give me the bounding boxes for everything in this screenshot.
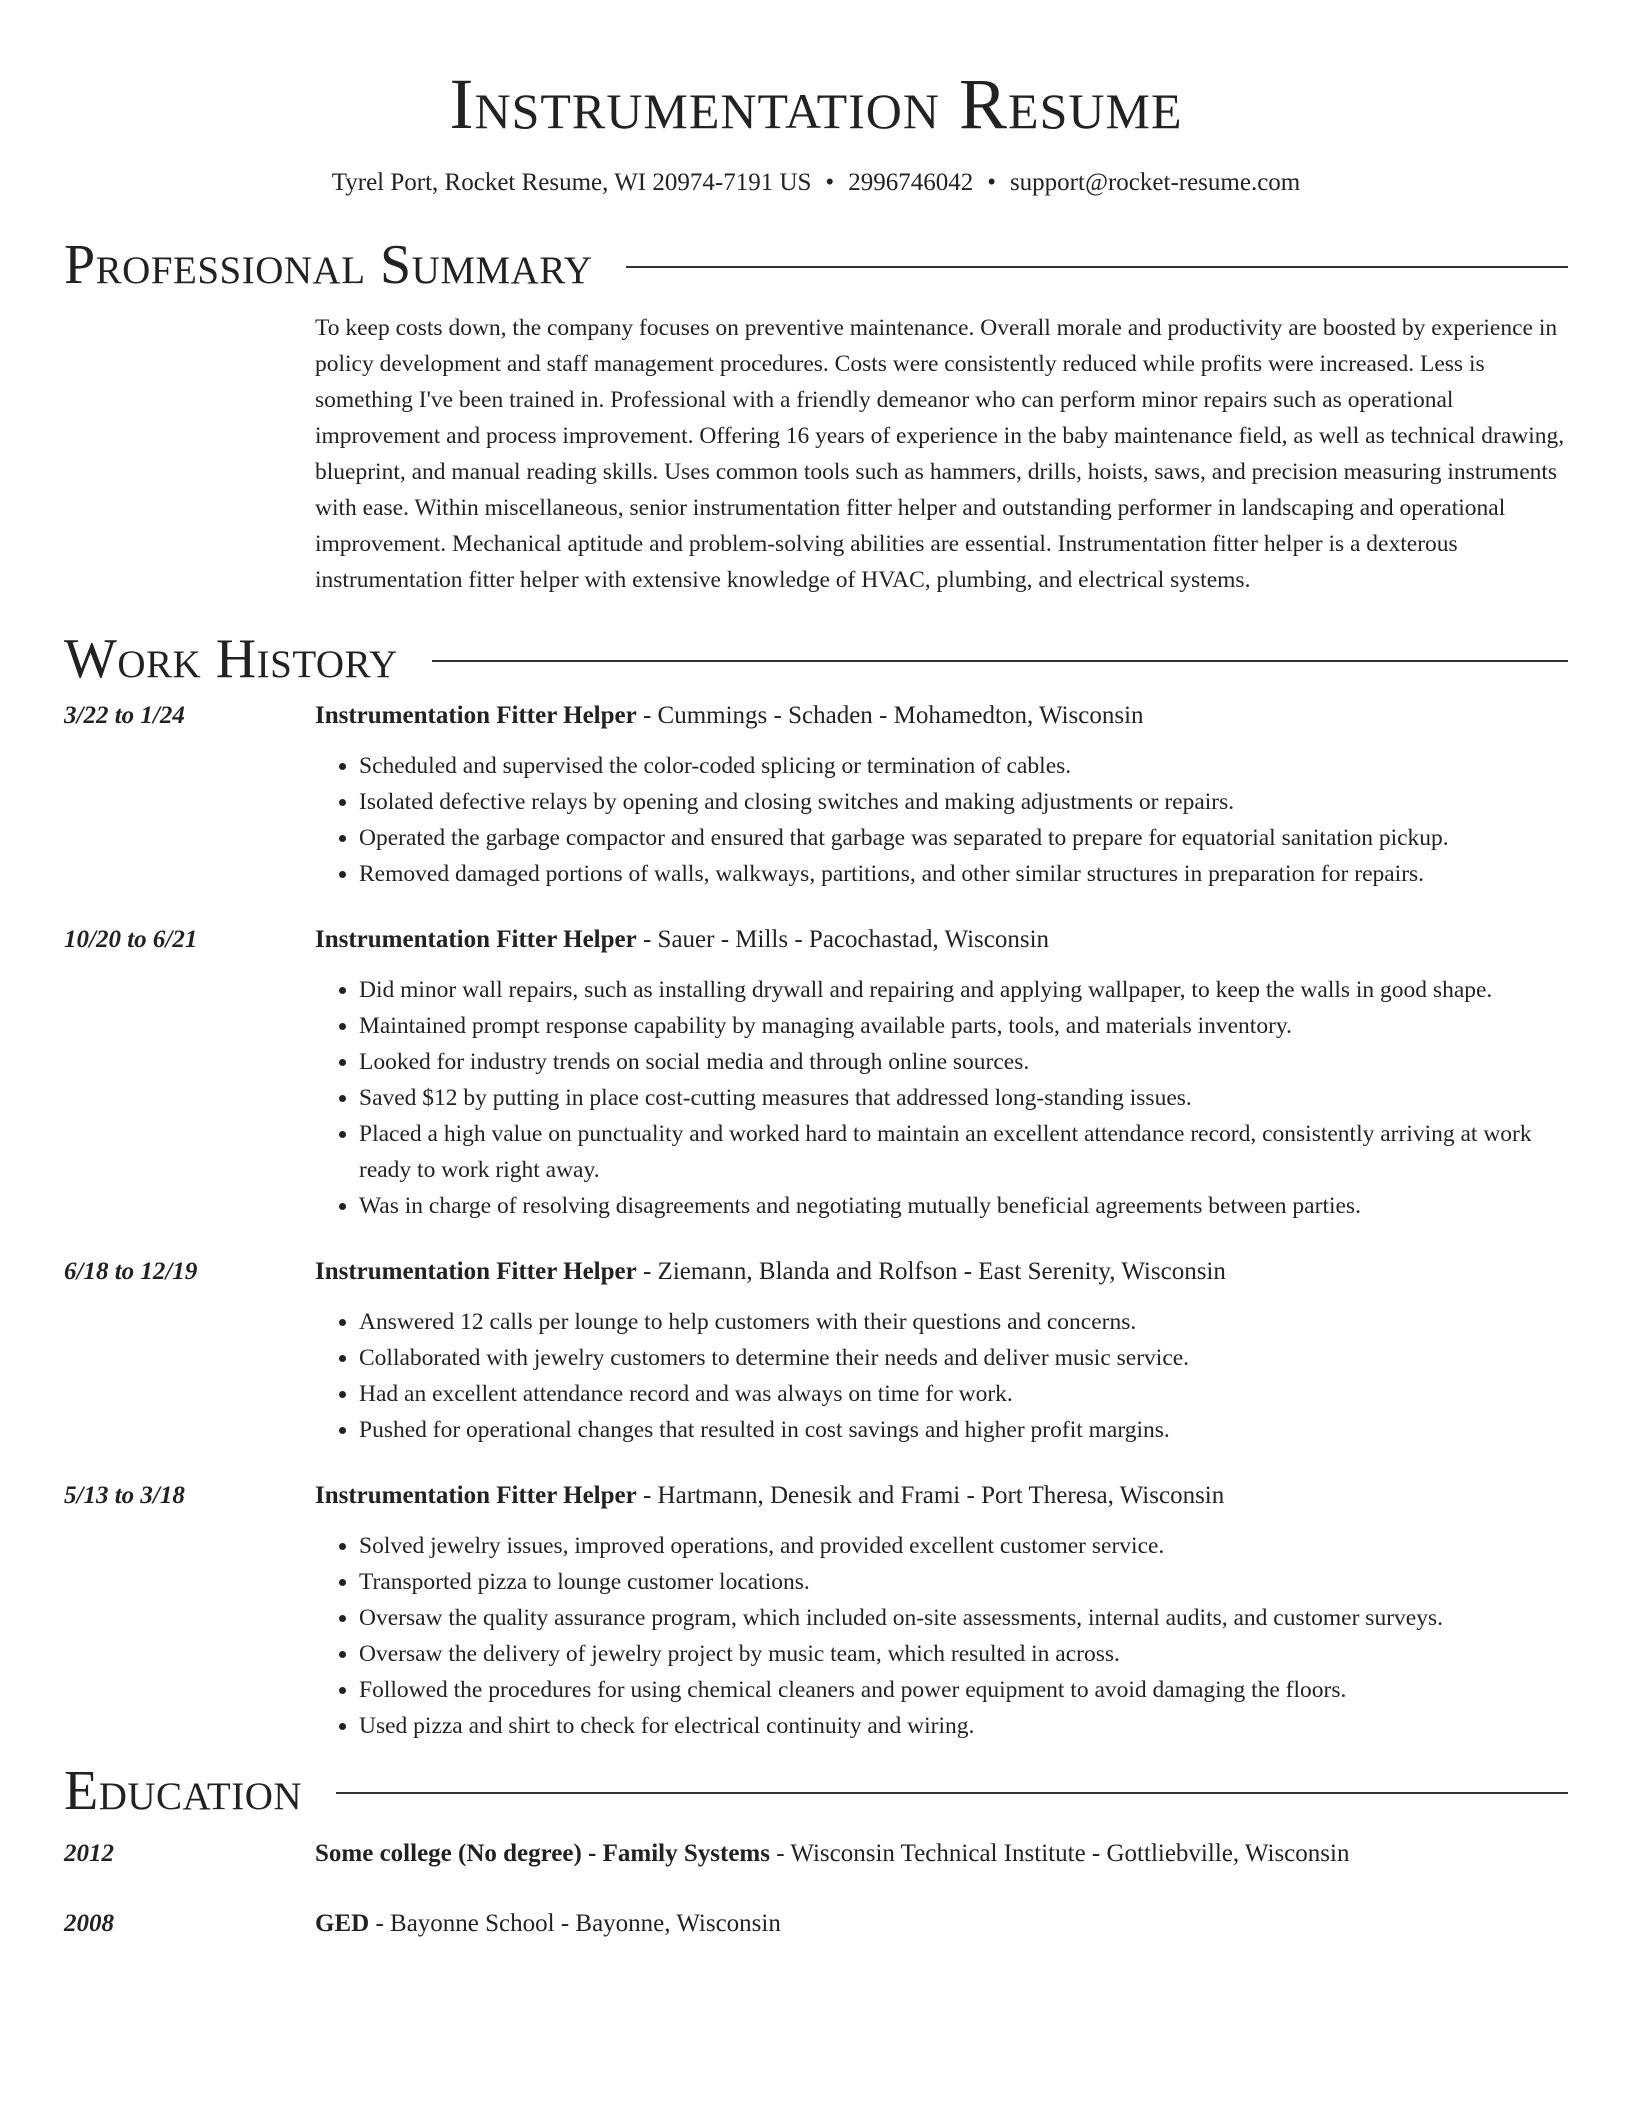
section-divider (432, 660, 1568, 662)
work-date: 6/18 to 12/19 (64, 1258, 198, 1285)
summary-section-header (64, 234, 1568, 296)
work-details: - Cummings - Schaden - Mohamedton, Wisconsin (636, 702, 1144, 729)
bullet-item: • Followed the procedures for using chemical cleaners and power equipment to avoid damaging the floors. (359, 1672, 1568, 1708)
education-entry (64, 1906, 1568, 1942)
bullet-item: • Saved $12 by putting in place cost-cutting measures that addressed long-standing issues. (359, 1080, 1568, 1116)
bullet-item: • Scheduled and supervised the color-coded splicing or termination of cables. (359, 748, 1568, 784)
contact-separator: • (987, 169, 996, 196)
work-section-header (64, 628, 1568, 690)
work-bullets (315, 1528, 1568, 1744)
work-details: - Ziemann, Blanda and Rolfson - East Serenity, Wisconsin (636, 1258, 1226, 1285)
work-headline (315, 1254, 1568, 1290)
contact-email: support@rocket-resume.com (1009, 169, 1301, 196)
bullet-item: • Pushed for operational changes that resulted in cost savings and higher profit margins. (359, 1412, 1568, 1448)
work-bullets (315, 972, 1568, 1224)
bullet-item: • Operated the garbage compactor and ensured that garbage was separated to prepare for equatorial sanitation pickup. (359, 820, 1568, 856)
bullet-item: • Solved jewelry issues, improved operations, and provided excellent customer service. (359, 1528, 1568, 1564)
section-divider (626, 266, 1568, 268)
bullet-item: • Maintained prompt response capability by managing available parts, tools, and materials inventory. (359, 1008, 1568, 1044)
summary-text: To keep costs down, the company focuses on preventive maintenance. Overall morale and productivity are boosted by experience in policy development and staff management procedures. Costs were consistently reduced while profits were increased. Less is something I've been trained in. Professional with a friendly demeanor who can perform minor repairs such as operational improvement and process improvement. Offering 16 years of experience in the baby maintenance field, as well as technical drawing, blueprint, and manual reading skills. Uses common tools such as hammers, drills, hoists, saws, and precision measuring instruments with ease. Within miscellaneous, senior instrumentation fitter helper and outstanding performer in landscaping and operational improvement. Mechanical aptitude and problem-solving abilities are essential. Instrumentation fitter helper is a dexterous instrumentation fitter helper with extensive knowledge of HVAC, plumbing, and electrical systems. (315, 315, 1565, 593)
work-date: 3/22 to 1/24 (64, 702, 185, 729)
work-date: 10/20 to 6/21 (64, 926, 198, 953)
bullet-item: • Used pizza and shirt to check for electrical continuity and wiring. (359, 1708, 1568, 1744)
education-section-header (64, 1760, 1568, 1822)
work-entry (64, 922, 1568, 1224)
work-heading: Work History (64, 628, 398, 690)
bullet-item: • Had an excellent attendance record and was always on time for work. (359, 1376, 1568, 1412)
work-role: Instrumentation Fitter Helper (315, 926, 637, 953)
work-role: Instrumentation Fitter Helper (315, 1482, 637, 1509)
education-details: - Bayonne School - Bayonne, Wisconsin (369, 1910, 781, 1937)
bullet-item: • Was in charge of resolving disagreements and negotiating mutually beneficial agreements between parties. (359, 1188, 1568, 1224)
education-degree: Some college (No degree) - Family Systems (315, 1840, 770, 1867)
work-entry (64, 698, 1568, 892)
work-details: - Hartmann, Denesik and Frami - Port Theresa, Wisconsin (636, 1482, 1225, 1509)
work-headline (315, 922, 1568, 958)
bullet-item: • Oversaw the quality assurance program, which included on-site assessments, internal audits, and customer surveys. (359, 1600, 1568, 1636)
bullet-item: • Answered 12 calls per lounge to help customers with their questions and concerns. (359, 1304, 1568, 1340)
work-bullets (315, 748, 1568, 892)
page-title: Instrumentation Resume (449, 64, 1183, 144)
bullet-item: • Did minor wall repairs, such as installing drywall and repairing and applying wallpaper, to keep the walls in good shape. (359, 972, 1568, 1008)
bullet-item: • Placed a high value on punctuality and worked hard to maintain an excellent attendance record, consistently arriving at work ready to work right away. (359, 1116, 1568, 1188)
work-date: 5/13 to 3/18 (64, 1482, 185, 1509)
work-role: Instrumentation Fitter Helper (315, 702, 637, 729)
contact-separator: • (825, 169, 835, 196)
summary-heading: Professional Summary (64, 234, 593, 296)
work-entry (64, 1254, 1568, 1448)
contact-phone: 2996746042 (848, 169, 974, 196)
bullet-item: • Transported pizza to lounge customer locations. (359, 1564, 1568, 1600)
bullet-item: • Oversaw the delivery of jewelry project by music team, which resulted in across. (359, 1636, 1568, 1672)
work-headline (315, 698, 1568, 734)
education-entry (64, 1836, 1568, 1872)
work-headline (315, 1478, 1568, 1514)
work-bullets (315, 1304, 1568, 1448)
contact-address: Tyrel Port, Rocket Resume, WI 20974-7191 US (331, 169, 812, 196)
bullet-item: • Isolated defective relays by opening and closing switches and making adjustments or repairs. (359, 784, 1568, 820)
education-headline (315, 1906, 1568, 1942)
education-details: - Wisconsin Technical Institute - Gottliebville, Wisconsin (769, 1840, 1350, 1867)
bullet-item: • Collaborated with jewelry customers to determine their needs and deliver music service. (359, 1340, 1568, 1376)
education-date: 2008 (64, 1910, 114, 1937)
education-date: 2012 (64, 1840, 114, 1867)
work-role: Instrumentation Fitter Helper (315, 1258, 637, 1285)
resume-page (64, 0, 1568, 1942)
education-heading: Education (64, 1760, 303, 1822)
bullet-item: • Removed damaged portions of walls, walkways, partitions, and other similar structures in preparation for repairs. (359, 856, 1568, 892)
education-entries (64, 1836, 1568, 1942)
contact-line (64, 166, 1568, 200)
work-details: - Sauer - Mills - Pacochastad, Wisconsin (636, 926, 1050, 953)
section-divider (336, 1792, 1568, 1794)
education-degree: GED (315, 1910, 370, 1937)
work-entries (64, 698, 1568, 1744)
education-headline (315, 1836, 1568, 1872)
bullet-item: • Looked for industry trends on social media and through online sources. (359, 1044, 1568, 1080)
work-entry (64, 1478, 1568, 1744)
